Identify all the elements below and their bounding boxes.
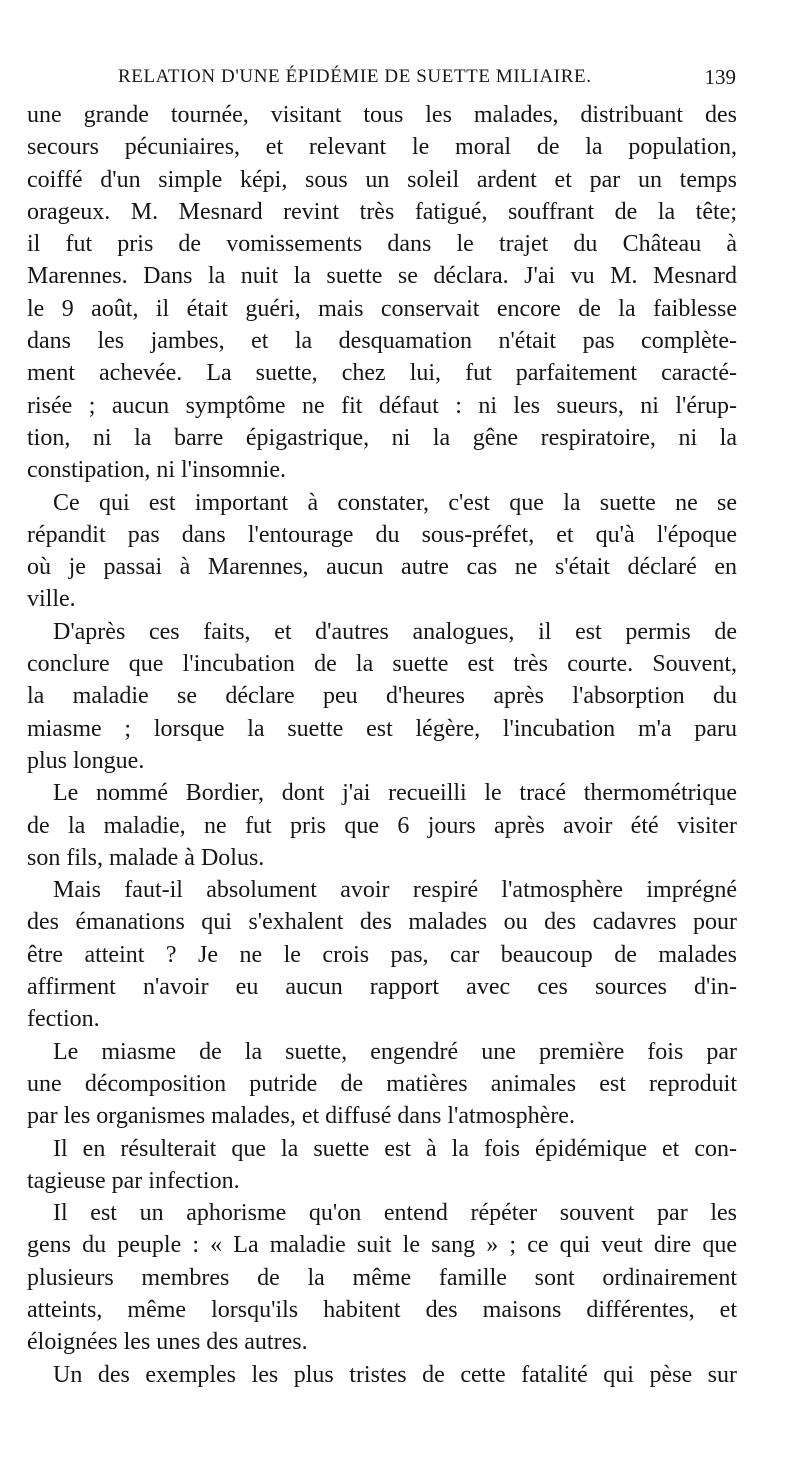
text-line: conclure que l'incubation de la suette est très courte. Souvent, (27, 651, 737, 678)
text-line: atteints, même lorsqu'ils habitent des maisons différentes, et (27, 1296, 737, 1323)
text-line: risée ; aucun symptôme ne fit défaut : ni les sueurs, ni l'érup- (27, 392, 737, 419)
text-line: fection. (27, 1006, 100, 1033)
text-line: être atteint ? Je ne le crois pas, car beaucoup de malades (27, 941, 737, 968)
text-line: orageux. M. Mesnard revint très fatigué, souffrant de la tête; (27, 198, 737, 225)
text-line: plus longue. (27, 747, 145, 774)
text-line: Le nommé Bordier, dont j'ai recueilli le tracé thermométrique (53, 780, 737, 807)
text-line: D'après ces faits, et d'autres analogues, il est permis de (53, 618, 737, 645)
text-line: la maladie se déclare peu d'heures après l'absorption du (27, 683, 737, 710)
text-line: son fils, malade à Dolus. (27, 844, 265, 871)
body-text (27, 99, 737, 1391)
text-line: gens du peuple : « La maladie suit le sang » ; ce qui veut dire que (27, 1232, 737, 1259)
text-line: une décomposition putride de matières animales est reproduit (27, 1070, 737, 1097)
text-line: Ce qui est important à constater, c'est que la suette ne se (53, 489, 737, 516)
text-line: dans les jambes, et la desquamation n'était pas complète- (27, 328, 737, 355)
text-line: éloignées les unes des autres. (27, 1329, 308, 1356)
text-line: répandit pas dans l'entourage du sous-préfet, et qu'à l'époque (27, 521, 737, 548)
text-line: des émanations qui s'exhalent des malades ou des cadavres pour (27, 909, 737, 936)
page-number: 139 (704, 65, 736, 89)
text-line: le 9 août, il était guéri, mais conservait encore de la faiblesse (27, 295, 737, 322)
text-line: constipation, ni l'insomnie. (27, 457, 286, 484)
text-line: Il en résulterait que la suette est à la fois épidémique et con- (53, 1135, 737, 1162)
text-line: Le miasme de la suette, engendré une première fois par (53, 1038, 737, 1065)
text-line: plusieurs membres de la même famille sont ordinairement (27, 1264, 737, 1291)
text-line: par les organismes malades, et diffusé dans l'atmosphère. (27, 1103, 575, 1130)
text-line: il fut pris de vomissements dans le trajet du Château à (27, 231, 737, 258)
running-head (118, 62, 736, 92)
text-line: ment achevée. La suette, chez lui, fut parfaitement caracté- (27, 360, 737, 387)
text-line: tion, ni la barre épigastrique, ni la gêne respiratoire, ni la (27, 424, 737, 451)
text-line: une grande tournée, visitant tous les malades, distribuant des (27, 102, 737, 128)
text-line: secours pécuniaires, et relevant le moral de la population, (27, 134, 737, 161)
running-title: RELATION D'UNE ÉPIDÉMIE DE SUETTE MILIAIRE. (118, 66, 592, 87)
text-line: tagieuse par infection. (27, 1167, 240, 1194)
text-line: coiffé d'un simple képi, sous un soleil ardent et par un temps (27, 166, 737, 193)
text-line: miasme ; lorsque la suette est légère, l'incubation m'a paru (27, 715, 737, 742)
text-line: Un des exemples les plus tristes de cette fatalité qui pèse sur (53, 1361, 737, 1388)
text-line: Il est un aphorisme qu'on entend répéter souvent par les (53, 1200, 737, 1227)
text-line: Mais faut-il absolument avoir respiré l'atmosphère imprégné (53, 877, 737, 904)
text-line: de la maladie, ne fut pris que 6 jours après avoir été visiter (27, 812, 737, 839)
text-line: Marennes. Dans la nuit la suette se déclara. J'ai vu M. Mesnard (27, 263, 737, 290)
text-line: où je passai à Marennes, aucun autre cas ne s'était déclaré en (27, 554, 737, 581)
text-line: affirment n'avoir eu aucun rapport avec ces sources d'in- (27, 974, 737, 1001)
text-line: ville. (27, 586, 76, 613)
